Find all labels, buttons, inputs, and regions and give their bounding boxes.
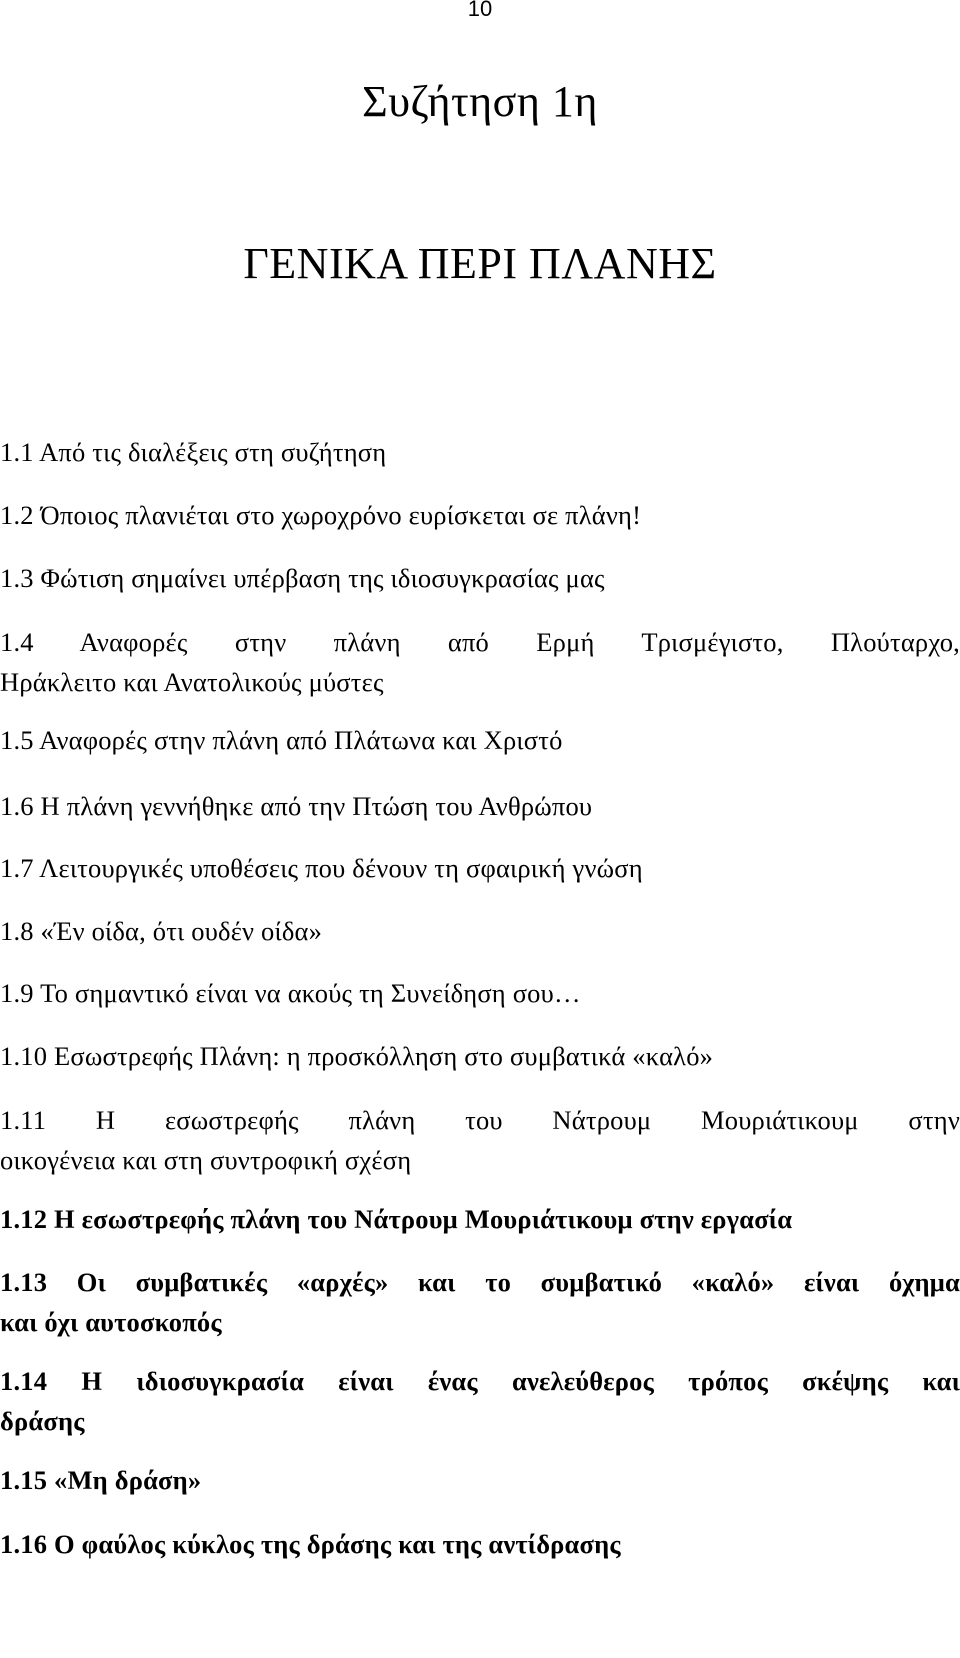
toc-item-line: 1.9 Το σημαντικό είναι να ακούς τη Συνείδηση σου… [0, 978, 581, 1008]
toc-item-1-7 [0, 848, 960, 888]
toc-item-1-13 [0, 1262, 960, 1342]
toc-item-line: 1.2 Όποιος πλανιέται στο χωροχρόνο ευρίσκεται σε πλάνη! [0, 500, 642, 530]
toc-item-line: 1.13 Οι συμβατικές «αρχές» και το συμβατικό «καλό» είναι όχημα [0, 1267, 960, 1297]
toc-item-1-10 [0, 1036, 960, 1076]
toc-item-1-8 [0, 911, 960, 951]
toc-item-1-2 [0, 495, 960, 535]
toc-item-line: 1.12 Η εσωστρεφής πλάνη του Νάτρουμ Μουριάτικουμ στην εργασία [0, 1204, 793, 1234]
toc-item-line: 1.6 Η πλάνη γεννήθηκε από την Πτώση του Ανθρώπου [0, 791, 593, 821]
page-number: 10 [467, 0, 493, 21]
toc-item-line: 1.8 «Έν οίδα, ότι ουδέν οίδα» [0, 916, 323, 946]
toc-item-line: 1.14 Η ιδιοσυγκρασία είναι ένας ανελεύθερος τρόπος σκέψης και [0, 1366, 960, 1396]
toc-item-line: 1.16 Ο φαύλος κύκλος της δράσης και της αντίδρασης [0, 1529, 621, 1559]
toc-item-line: 1.15 «Μη δράση» [0, 1465, 202, 1495]
toc-item-1-6 [0, 786, 960, 826]
toc-item-line: δράσης [0, 1406, 85, 1436]
toc-item-line: Ηράκλειτο και Ανατολικούς μύστες [0, 667, 384, 697]
toc-item-1-9 [0, 973, 960, 1013]
toc-item-line: και όχι αυτοσκοπός [0, 1307, 222, 1337]
toc-item-1-1 [0, 432, 960, 472]
toc-item-line: 1.1 Από τις διαλέξεις στη συζήτηση [0, 437, 387, 467]
toc-item-line: 1.11 Η εσωστρεφής πλάνη του Νάτρουμ Μουριάτικουμ στην [0, 1105, 960, 1135]
toc-item-line: 1.5 Αναφορές στην πλάνη από Πλάτωνα και Χριστό [0, 725, 563, 755]
toc-item-1-4 [0, 622, 960, 702]
chapter-subtitle: ΓΕΝΙΚΑ ΠΕΡΙ ΠΛΑΝΗΣ [243, 239, 717, 288]
toc-item-1-15 [0, 1460, 960, 1500]
toc-item-line: 1.10 Εσωστρεφής Πλάνη: η προσκόλληση στο συμβατικά «καλό» [0, 1041, 714, 1071]
toc-item-1-11 [0, 1100, 960, 1180]
toc-item-line: 1.3 Φώτιση σημαίνει υπέρβαση της ιδιοσυγκρασίας μας [0, 563, 605, 593]
toc-item-1-14 [0, 1361, 960, 1441]
toc-item-1-16 [0, 1524, 960, 1564]
toc-item-line: 1.7 Λειτουργικές υποθέσεις που δένουν τη σφαιρική γνώση [0, 853, 643, 883]
toc-item-line: οικογένεια και στη συντροφική σχέση [0, 1145, 412, 1175]
toc-item-line: 1.4 Αναφορές στην πλάνη από Ερμή Τρισμέγιστο, Πλούταρχο, [0, 627, 960, 657]
toc-item-1-5 [0, 720, 960, 760]
toc-item-1-12 [0, 1199, 960, 1239]
toc-item-1-3 [0, 558, 960, 598]
chapter-title: Συζήτηση 1η [362, 77, 598, 126]
